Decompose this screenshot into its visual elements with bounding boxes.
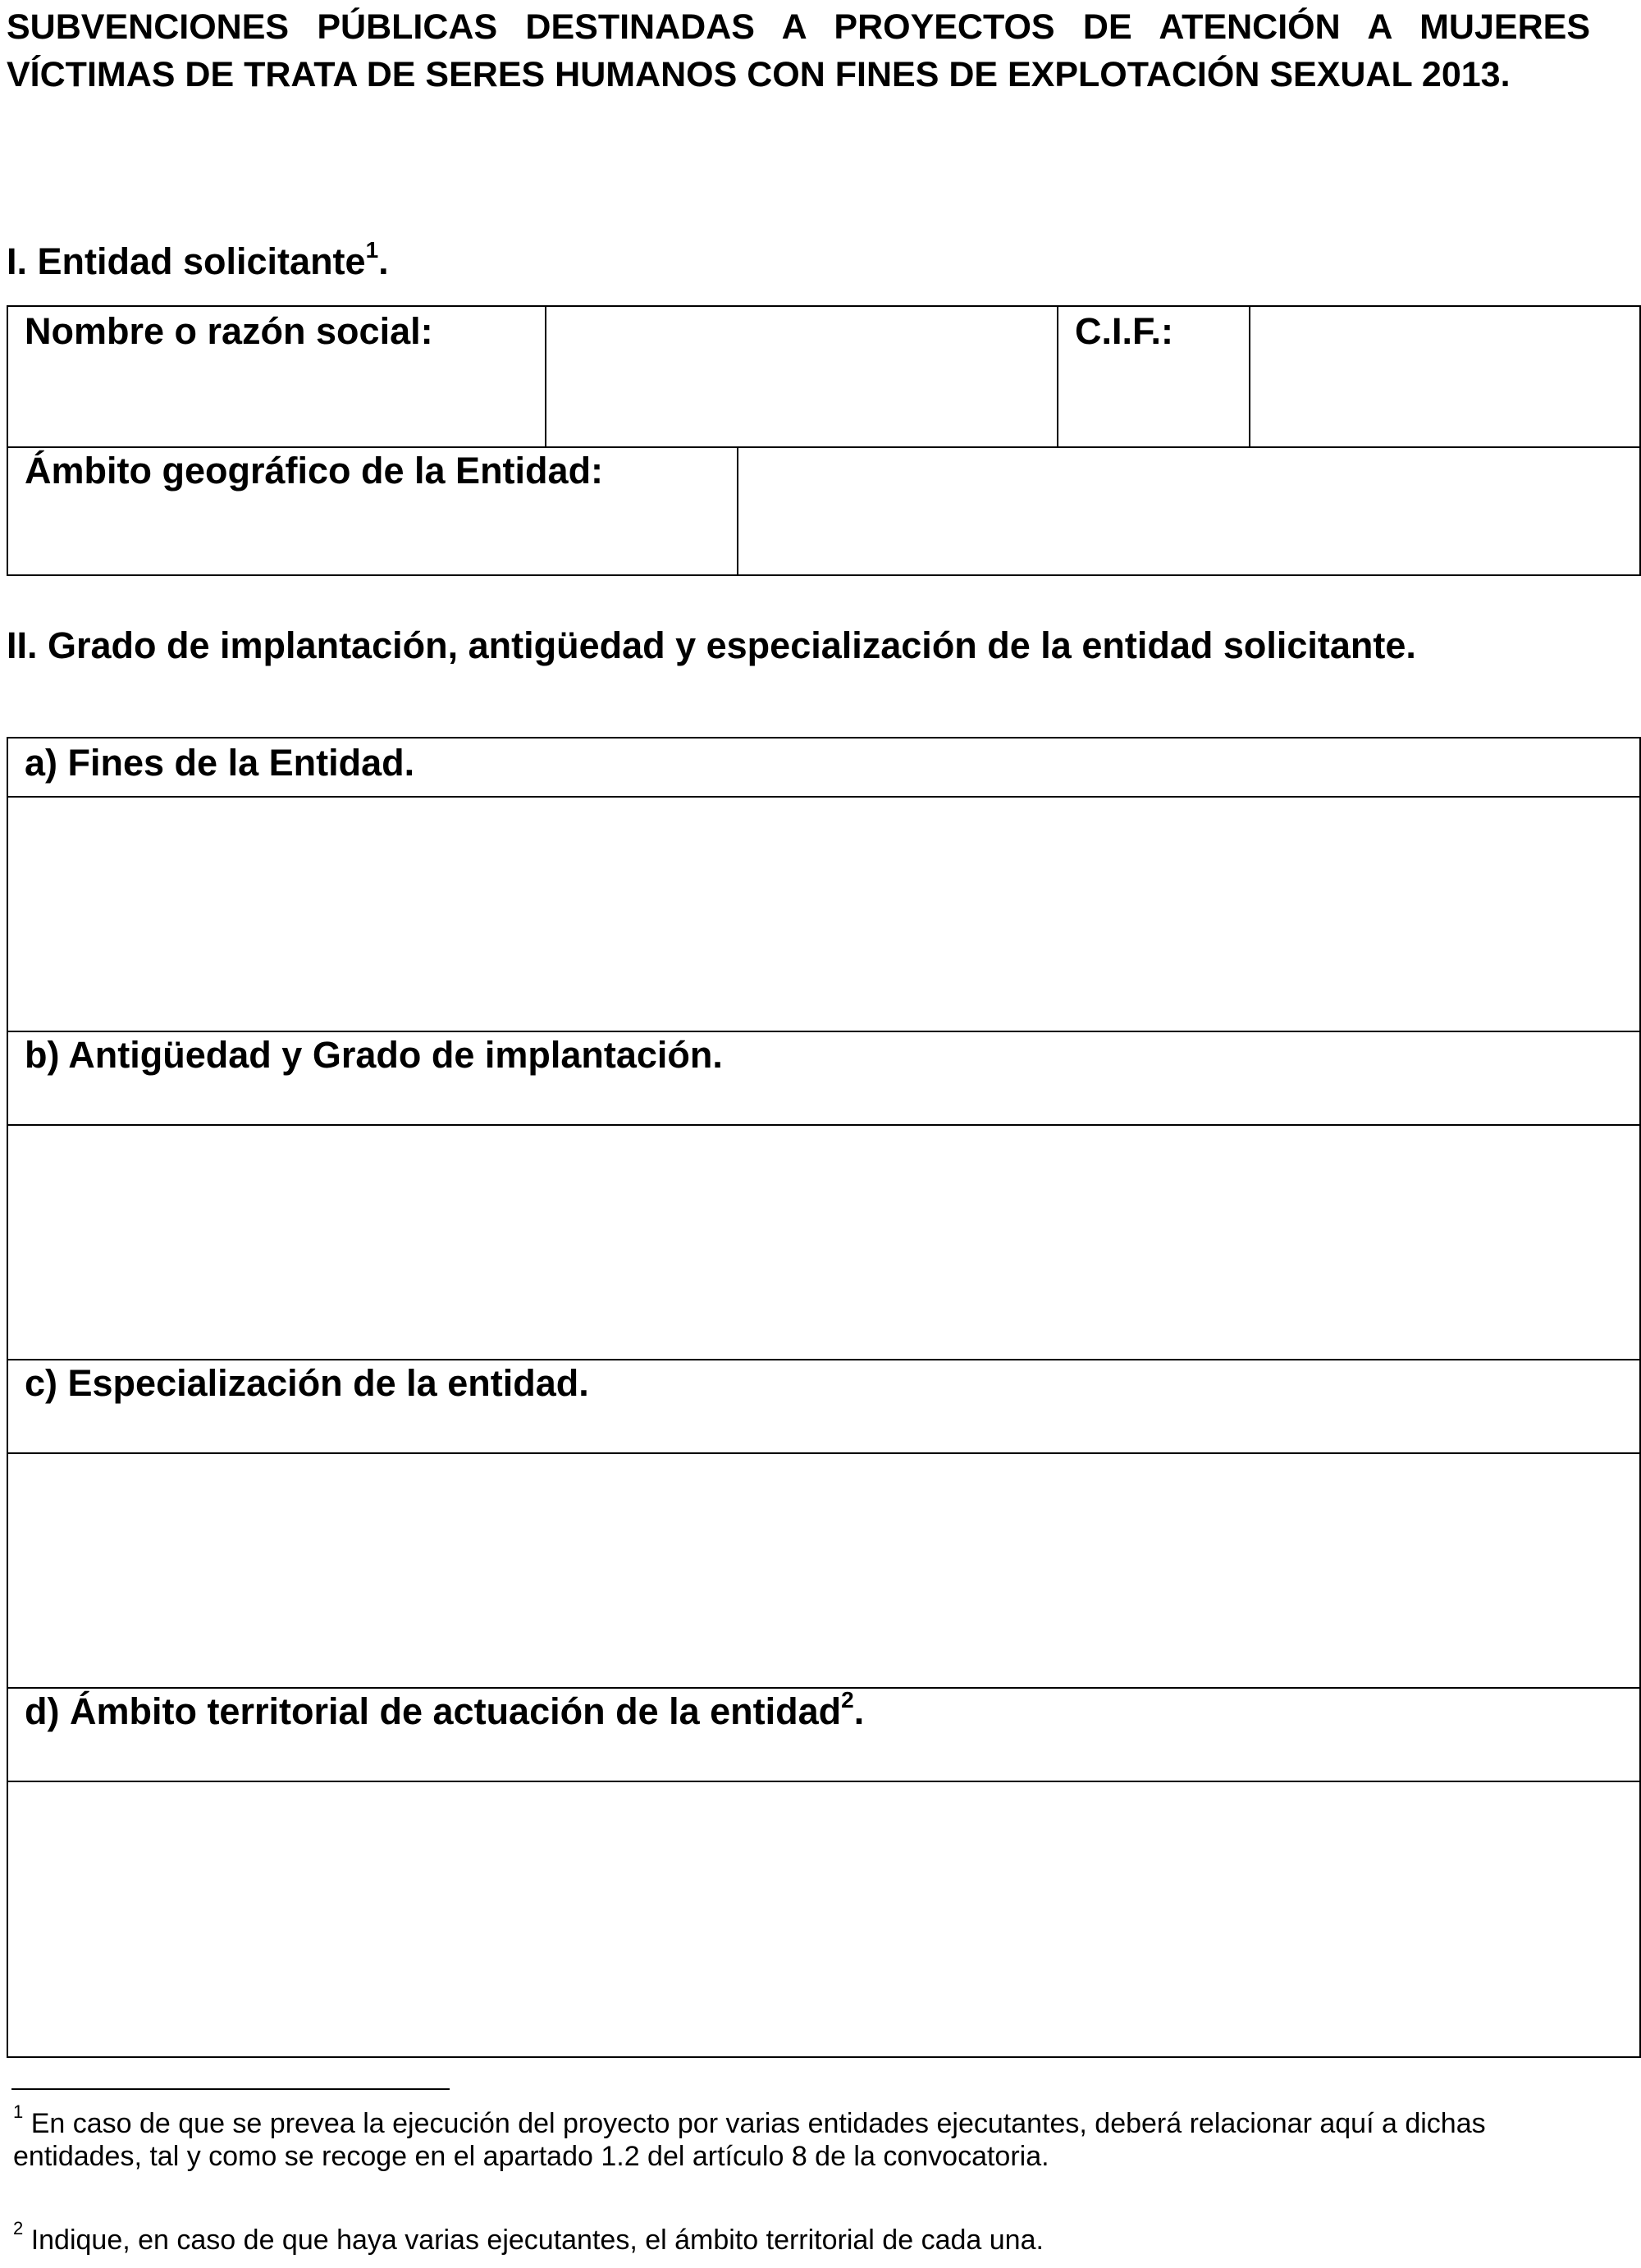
section-heading-grado: II. Grado de implantación, antigüedad y especialización de la entidad solicitante.	[7, 624, 1416, 666]
table-divider	[1249, 307, 1250, 446]
table-divider	[8, 1687, 1639, 1689]
table-divider	[8, 1359, 1639, 1360]
table-divider	[545, 307, 546, 446]
table-divider	[8, 1781, 1639, 1782]
subsection-a-field[interactable]	[10, 799, 1638, 1029]
table-divider	[1057, 307, 1058, 446]
subsection-c-field[interactable]	[10, 1456, 1638, 1685]
subsection-d-label-text: d) Ámbito territorial de actuación de la entidad	[25, 1690, 842, 1732]
grado-table	[7, 737, 1641, 2058]
table-divider	[8, 1031, 1639, 1032]
subsection-a-label: a) Fines de la Entidad.	[25, 742, 415, 784]
footnote-ref: 1	[365, 237, 379, 263]
section-heading-entidad	[7, 238, 389, 286]
cif-field[interactable]	[1252, 309, 1638, 445]
subsection-d-field[interactable]	[10, 1784, 1638, 2055]
section-heading-end: .	[378, 240, 389, 282]
nombre-field[interactable]	[548, 309, 1055, 445]
subsection-d-label-end: .	[853, 1690, 865, 1732]
footnote-ref: 2	[841, 1687, 854, 1712]
footnote-number: 1	[13, 2101, 24, 2122]
footnote-1	[13, 2101, 1572, 2173]
subsection-d-label	[25, 1687, 865, 1733]
footnote-number: 2	[13, 2217, 24, 2238]
footnote-separator	[11, 2088, 450, 2090]
table-divider	[8, 796, 1639, 798]
section-heading-text: I. Entidad solicitante	[7, 240, 366, 282]
table-divider	[737, 446, 738, 574]
ambito-geografico-label: Ámbito geográfico de la Entidad:	[25, 450, 604, 492]
subsection-b-label: b) Antigüedad y Grado de implantación.	[25, 1034, 723, 1076]
table-divider	[8, 1124, 1639, 1126]
cif-label: C.I.F.:	[1075, 310, 1173, 352]
subsection-b-field[interactable]	[10, 1127, 1638, 1357]
footnote-text: Indique, en caso de que haya varias ejecutantes, el ámbito territorial de cada una.	[23, 2225, 1044, 2256]
footnote-text: En caso de que se prevea la ejecución del proyecto por varias entidades ejecutantes, deberá relacionar aquí a dichas entidades, tal y como se recoge en el apartado 1.2 del artículo 8 de la convocatoria.	[13, 2108, 1486, 2172]
subsection-c-label: c) Especialización de la entidad.	[25, 1362, 589, 1404]
nombre-label: Nombre o razón social:	[25, 310, 433, 352]
table-divider	[8, 1452, 1639, 1454]
document-title: SUBVENCIONES PÚBLICAS DESTINADAS A PROYECTOS DE ATENCIÓN A MUJERES VÍCTIMAS DE TRATA DE SERES HUMANOS CON FINES DE EXPLOTACIÓN SEXUAL 2013.	[7, 7, 1590, 94]
footnote-2	[13, 2217, 1572, 2257]
entidad-table	[7, 305, 1641, 576]
ambito-geografico-field[interactable]	[740, 448, 1638, 573]
